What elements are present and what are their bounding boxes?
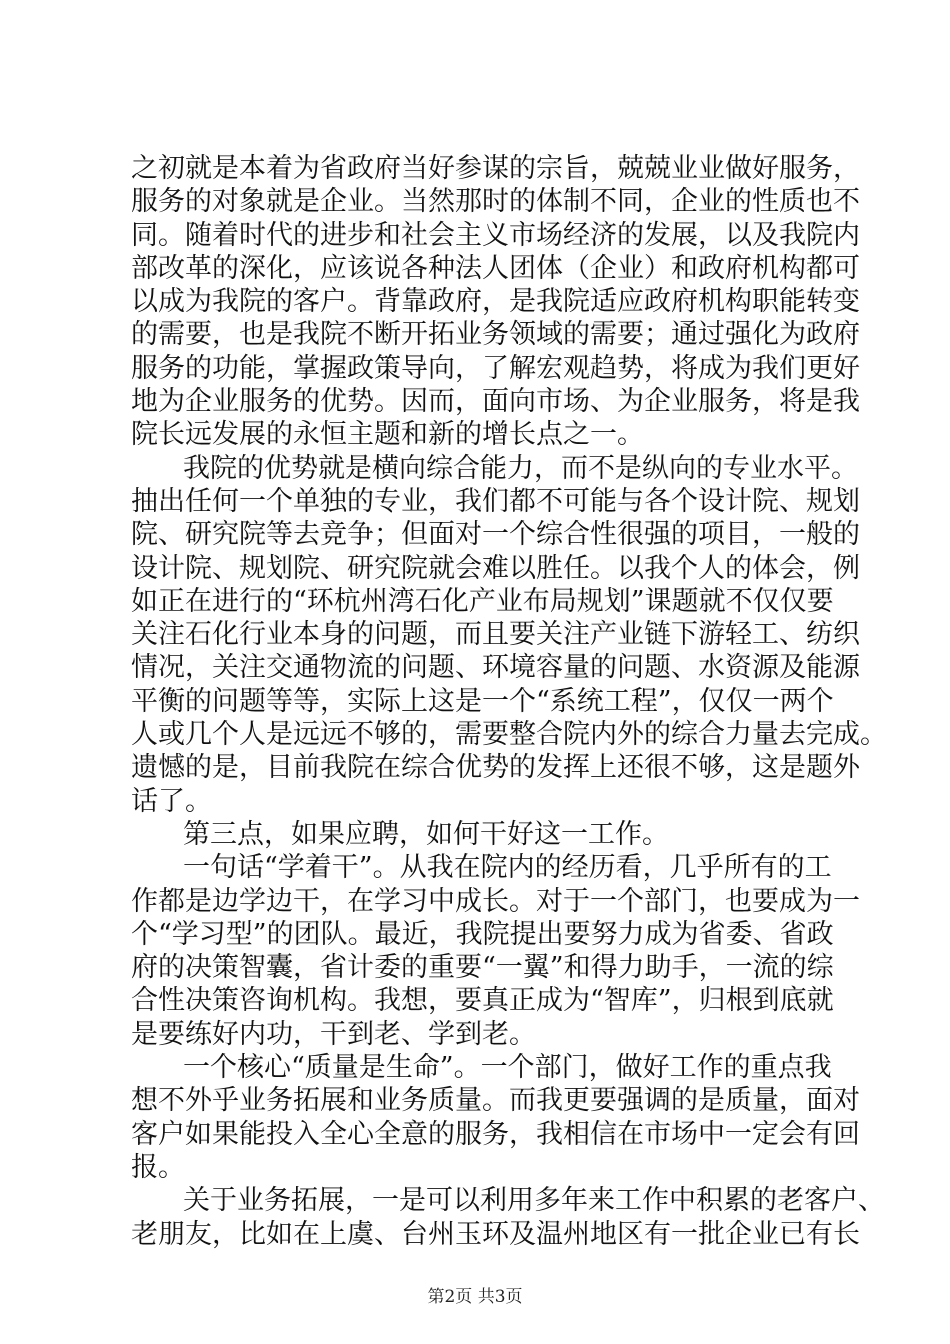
text-line: 话了。 [131, 785, 212, 817]
text-line: 遗憾的是，目前我院在综合优势的发挥上还很不够，这是题外 [131, 752, 860, 784]
text-line: 服务的对象就是企业。当然那时的体制不同，企业的性质也不 [131, 186, 860, 218]
text-line: 地为企业服务的优势。因而，面向市场、为企业服务，将是我 [131, 386, 860, 418]
text-line: 报。 [131, 1151, 185, 1183]
text-line: 如正在进行的“环杭州湾石化产业布局规划”课题就不仅仅要 [131, 585, 834, 617]
text-line: 之初就是本着为省政府当好参谋的宗旨，兢兢业业做好服务， [131, 153, 860, 184]
text-line: 人或几个人是远远不够的，需要整合院内外的综合力量去完成。 [131, 719, 887, 751]
text-line: 服务的功能，掌握政策导向，了解宏观趋势，将成为我们更好 [131, 352, 860, 384]
text-line: 合性决策咨询机构。我想，要真正成为“智库”，归根到底就 [131, 985, 834, 1017]
text-line: 关注石化行业本身的问题，而且要关注产业链下游轻工、纺织 [131, 619, 860, 651]
text-line: 部改革的深化，应该说各种法人团体（企业）和政府机构都可 [131, 252, 860, 284]
page-footer: 第2页 共3页 [427, 1287, 523, 1307]
text-line: 老朋友，比如在上虞、台州玉环及温州地区有一批企业已有长 [131, 1218, 860, 1250]
document-body [131, 152, 887, 1251]
text-line: 是要练好内功，干到老、学到老。 [131, 1018, 536, 1050]
text-line: 作都是边学边干，在学习中成长。对于一个部门，也要成为一 [131, 885, 860, 917]
text-line: 客户如果能投入全心全意的服务，我相信在市场中一定会有回 [131, 1118, 860, 1150]
text-line: 抽出任何一个单独的专业，我们都不可能与各个设计院、规划 [131, 485, 860, 517]
text-line: 院长远发展的永恒主题和新的增长点之一。 [131, 419, 644, 451]
text-line: 想不外乎业务拓展和业务质量。而我更要强调的是质量，面对 [131, 1085, 860, 1117]
text-line: 平衡的问题等等，实际上这是一个“系统工程”，仅仅一两个 [131, 685, 834, 717]
text-line: 同。随着时代的进步和社会主义市场经济的发展，以及我院内 [131, 219, 860, 251]
text-line: 我院的优势就是横向综合能力，而不是纵向的专业水平。 [183, 452, 858, 484]
text-line: 第三点，如果应聘，如何干好这一工作。 [183, 818, 669, 850]
text-line: 个“学习型”的团队。最近，我院提出要努力成为省委、省政 [131, 918, 834, 950]
text-line: 院、研究院等去竞争；但面对一个综合性很强的项目，一般的 [131, 519, 860, 551]
text-line: 关于业务拓展，一是可以利用多年来工作中积累的老客户、 [183, 1185, 885, 1217]
text-line: 一句话“学着干”。从我在院内的经历看，几乎所有的工 [183, 852, 832, 884]
text-line: 情况，关注交通物流的问题、环境容量的问题、水资源及能源 [131, 652, 860, 684]
text-line: 设计院、规划院、研究院就会难以胜任。以我个人的体会，例 [131, 552, 860, 584]
text-line: 以成为我院的客户。背靠政府，是我院适应政府机构职能转变 [131, 286, 860, 318]
text-line: 府的决策智囊，省计委的重要“一翼”和得力助手，一流的综 [131, 952, 834, 984]
text-line: 的需要，也是我院不断开拓业务领域的需要；通过强化为政府 [131, 319, 860, 351]
text-line: 一个核心“质量是生命”。一个部门，做好工作的重点我 [183, 1052, 832, 1084]
